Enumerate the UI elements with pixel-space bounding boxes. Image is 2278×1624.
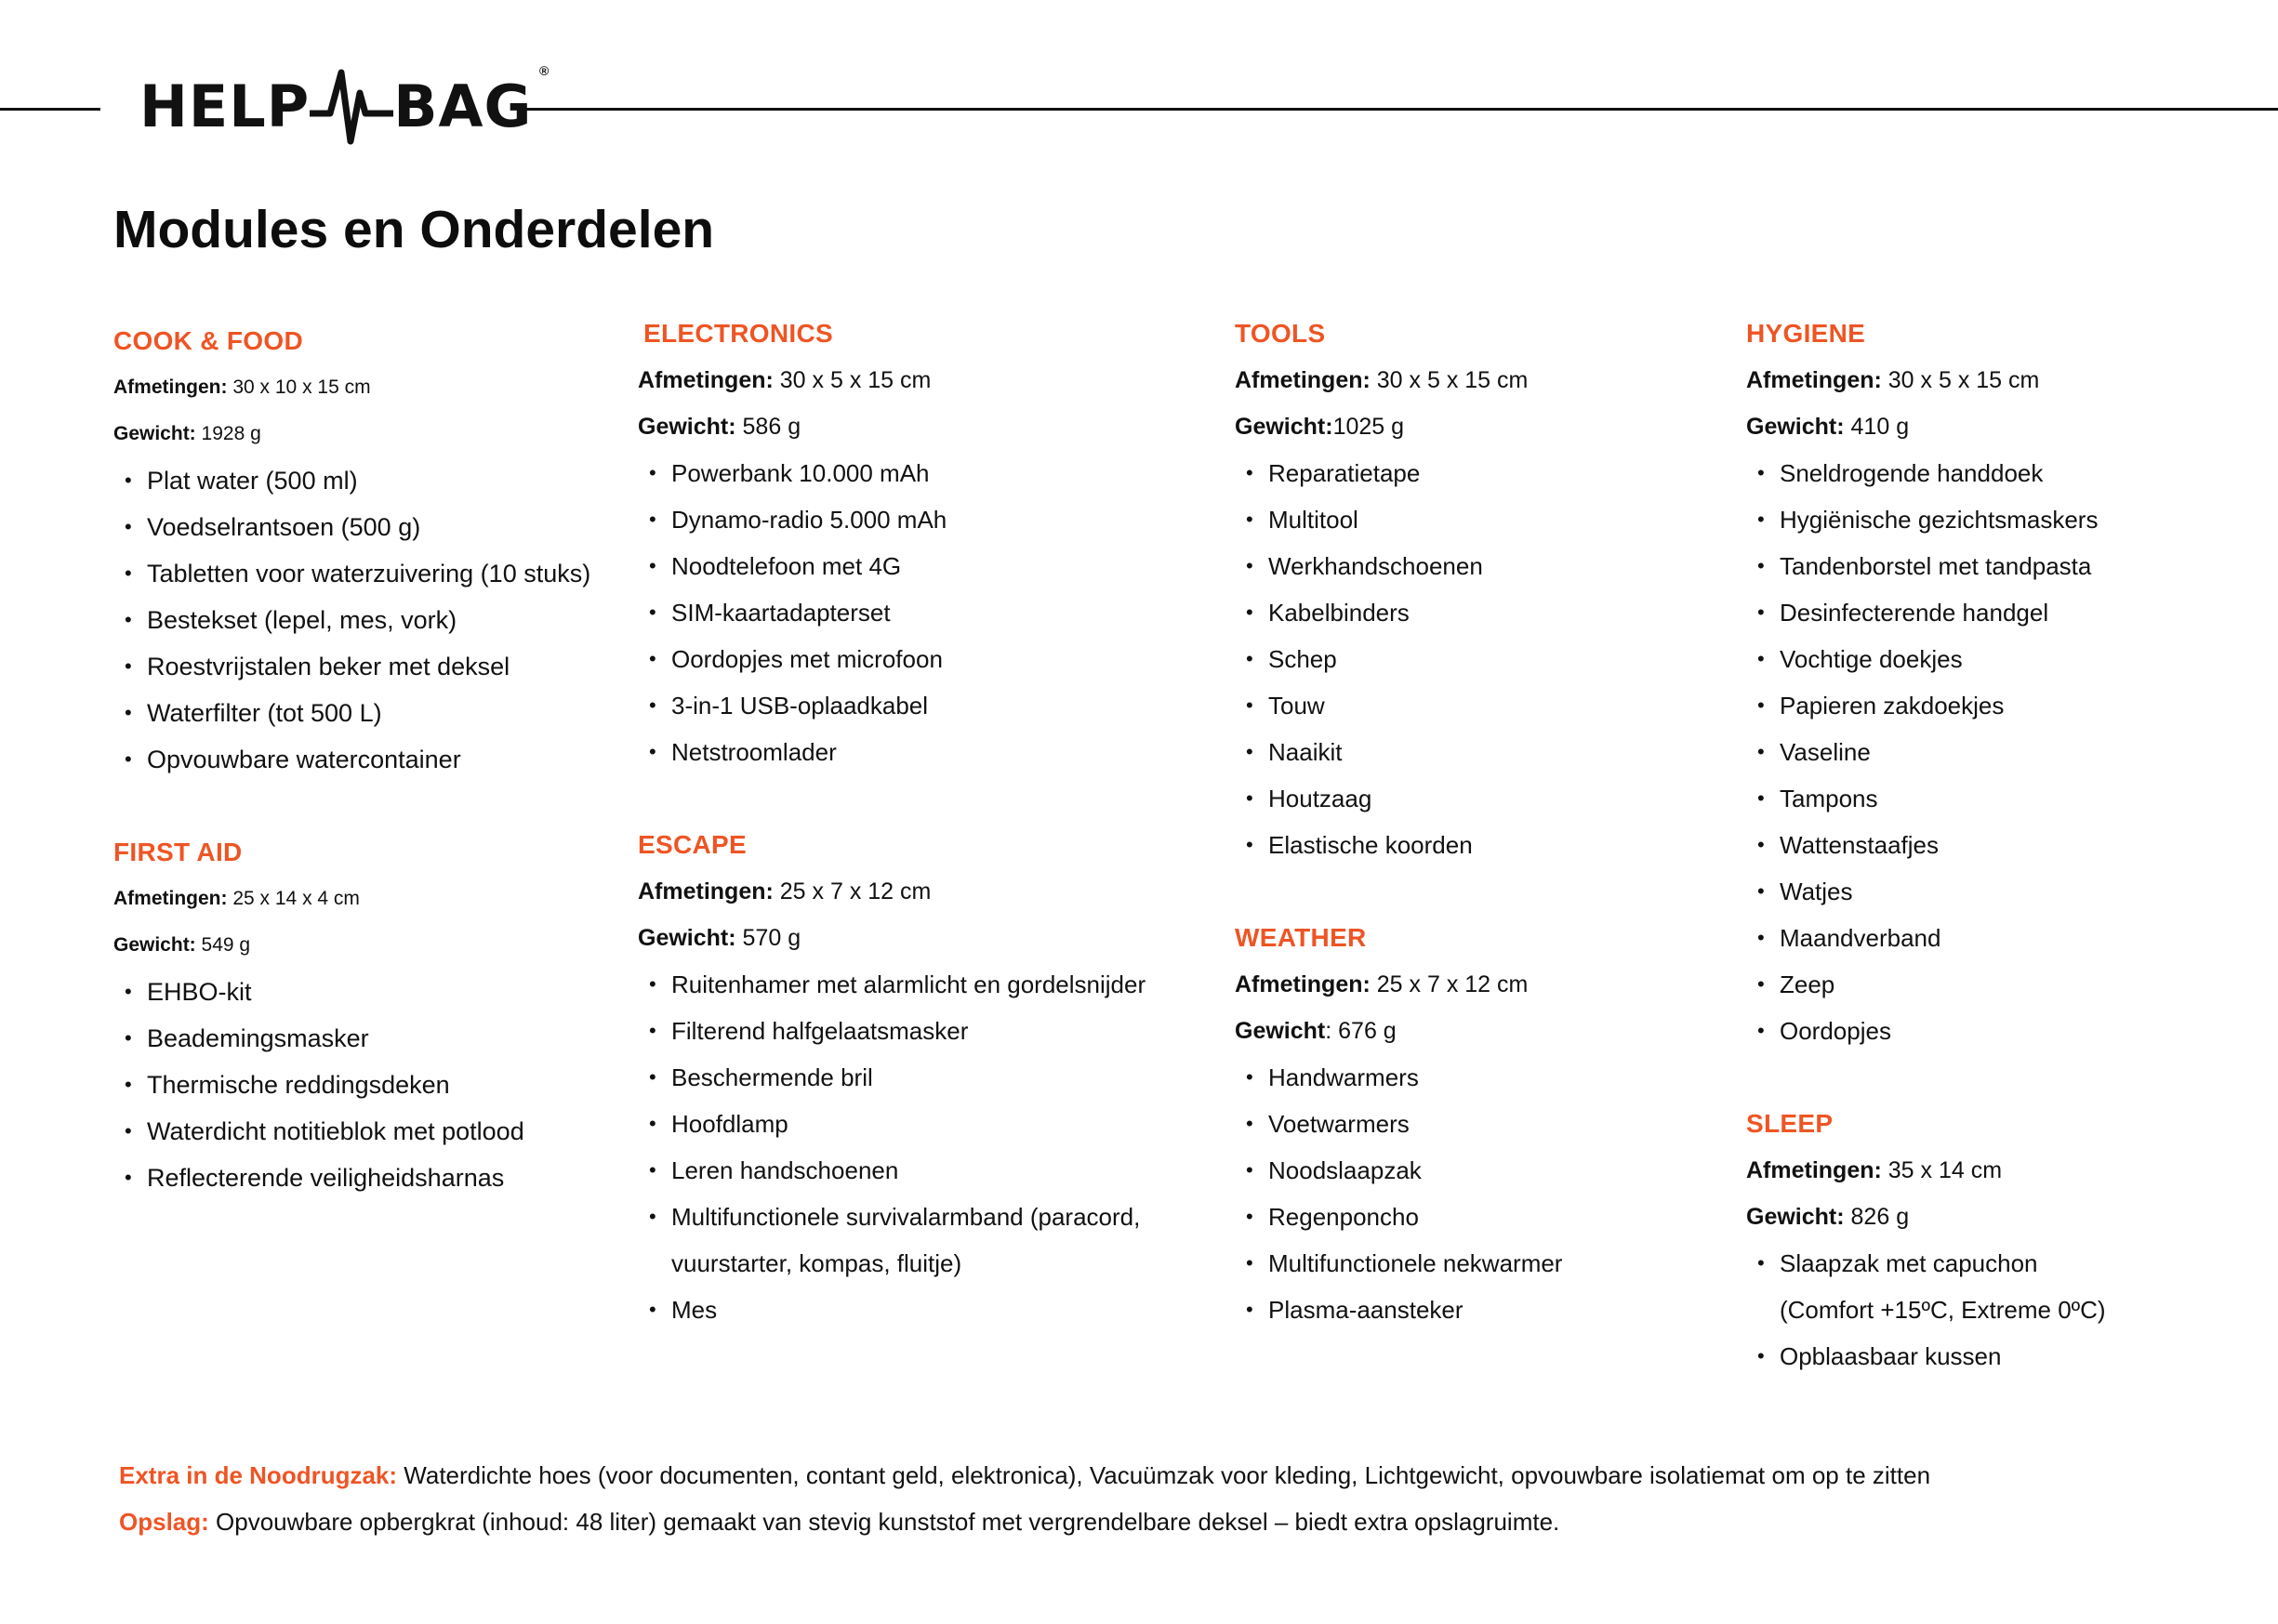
- weight: Gewicht: 549 g: [113, 934, 251, 956]
- list-item: • Oordopjes met microfoon: [638, 636, 947, 682]
- dimensions: Afmetingen: 25 x 14 x 4 cm: [113, 888, 360, 909]
- list-item: • Multitool: [1235, 496, 1528, 543]
- list-item: • 3-in-1 USB-oplaadkabel: [638, 682, 947, 729]
- section-title: COOK & FOOD: [113, 326, 303, 355]
- header-rule-right: [525, 108, 2278, 111]
- logo-word-bag: BAG: [393, 73, 533, 140]
- list-item: • Leren handschoenen: [638, 1147, 1146, 1194]
- list-item: • Opvouwbare watercontainer: [113, 736, 590, 783]
- section-hygiene: [1746, 310, 2098, 1054]
- list-item: • Roestvrijstalen beker met deksel: [113, 643, 590, 690]
- item-list: [113, 457, 590, 783]
- list-item: • Waterdicht notitieblok met potlood: [113, 1108, 524, 1155]
- list-item: • Multifunctionele survivalarmband (paracord, vuurstarter, kompas, fluitje): [638, 1194, 1146, 1287]
- list-item: • Plat water (500 ml): [113, 457, 590, 504]
- dimensions: Afmetingen: 25 x 7 x 12 cm: [1235, 971, 1529, 997]
- weight: Gewicht:1025 g: [1235, 414, 1405, 440]
- list-item: • Thermische reddingsdeken: [113, 1062, 524, 1108]
- list-item: • Houtzaag: [1235, 775, 1528, 822]
- list-item: • Handwarmers: [1235, 1054, 1562, 1101]
- list-item-continuation: vuurstarter, kompas, fluitje): [671, 1249, 962, 1277]
- list-item: • Schep: [1235, 636, 1528, 682]
- list-item: • Reparatietape: [1235, 450, 1528, 496]
- item-list: [1235, 450, 1528, 868]
- list-item: • Beschermende bril: [638, 1054, 1146, 1101]
- item-list: [1235, 1054, 1562, 1333]
- section-sleep: [1746, 1101, 2106, 1380]
- weight: Gewicht: 826 g: [1746, 1204, 1910, 1230]
- list-item: • Dynamo-radio 5.000 mAh: [638, 496, 947, 543]
- list-item: • Beademingsmasker: [113, 1015, 524, 1062]
- item-list: [1746, 1240, 2106, 1380]
- list-item: • Maandverband: [1746, 915, 2098, 961]
- section-title: SLEEP: [1746, 1109, 1834, 1138]
- list-item: • Filterend halfgelaatsmasker: [638, 1008, 1146, 1054]
- list-item: • Desinfecterende handgel: [1746, 589, 2098, 636]
- list-item: • Noodtelefoon met 4G: [638, 543, 947, 589]
- list-item: • Regenponcho: [1235, 1194, 1562, 1240]
- section-title: ESCAPE: [638, 830, 747, 859]
- logo-word-help: HELP: [139, 73, 311, 140]
- list-item: • Opblaasbaar kussen: [1746, 1333, 2106, 1380]
- list-item: • SIM-kaartadapterset: [638, 589, 947, 636]
- list-item: • Oordopjes: [1746, 1008, 2098, 1054]
- section-cook-food: [113, 318, 590, 783]
- list-item: • Netstroomlader: [638, 729, 947, 775]
- weight: Gewicht: 1928 g: [113, 423, 261, 444]
- footer-storage-text: Opvouwbare opbergkrat (inhoud: 48 liter) gemaakt van stevig kunststof met vergrendelbare deksel – biedt extra opslagruimte.: [216, 1508, 1560, 1536]
- weight: Gewicht: 410 g: [1746, 414, 1910, 440]
- item-list: [638, 450, 947, 775]
- dimensions: Afmetingen: 30 x 5 x 15 cm: [638, 367, 932, 393]
- list-item: • Touw: [1235, 682, 1528, 729]
- list-item: • Wattenstaafjes: [1746, 822, 2098, 868]
- list-item: • Naaikit: [1235, 729, 1528, 775]
- list-item: • Sneldrogende handdoek: [1746, 450, 2098, 496]
- footer-extra: [119, 1452, 1930, 1499]
- registered-mark: ®: [539, 63, 550, 78]
- list-item: • Ruitenhamer met alarmlicht en gordelsnijder: [638, 961, 1146, 1008]
- helpbag-logo: [139, 56, 550, 158]
- list-item: • Bestekset (lepel, mes, vork): [113, 597, 590, 643]
- weight: Gewicht: 570 g: [638, 925, 801, 951]
- header-rule-left: [0, 108, 100, 111]
- list-item: • Voedselrantsoen (500 g): [113, 504, 590, 550]
- list-item: • Hygiënische gezichtsmaskers: [1746, 496, 2098, 543]
- list-item: • Watjes: [1746, 868, 2098, 915]
- list-item: • Waterfilter (tot 500 L): [113, 690, 590, 736]
- section-escape: [638, 822, 1146, 1333]
- list-item: • Plasma-aansteker: [1235, 1287, 1562, 1333]
- list-item: • Zeep: [1746, 961, 2098, 1008]
- list-item: • Hoofdlamp: [638, 1101, 1146, 1147]
- section-tools: [1235, 310, 1528, 868]
- heartbeat-icon: [310, 56, 393, 158]
- dimensions: Afmetingen: 30 x 5 x 15 cm: [1746, 367, 2040, 393]
- list-item: • Tabletten voor waterzuivering (10 stuks): [113, 550, 590, 597]
- footer-extra-label: Extra in de Noodrugzak:: [119, 1461, 398, 1489]
- dimensions: Afmetingen: 30 x 5 x 15 cm: [1235, 367, 1529, 393]
- list-item: • Werkhandschoenen: [1235, 543, 1528, 589]
- item-list: [638, 961, 1146, 1333]
- dimensions: Afmetingen: 30 x 10 x 15 cm: [113, 376, 371, 398]
- list-item: • Tampons: [1746, 775, 2098, 822]
- list-item: • Elastische koorden: [1235, 822, 1528, 868]
- section-title: TOOLS: [1235, 319, 1326, 348]
- list-item: • Noodslaapzak: [1235, 1147, 1562, 1194]
- list-item: • EHBO-kit: [113, 969, 524, 1015]
- dimensions: Afmetingen: 35 x 14 cm: [1746, 1157, 2003, 1183]
- list-item: • Voetwarmers: [1235, 1101, 1562, 1147]
- item-list: [113, 969, 524, 1201]
- footer-extra-text: Waterdichte hoes (voor documenten, contant geld, elektronica), Vacuümzak voor kleding, Lichtgewicht, opvouwbare isolatiemat om op te zitten: [404, 1461, 1931, 1489]
- list-item: • Vaseline: [1746, 729, 2098, 775]
- page-title: Modules en Onderdelen: [113, 200, 715, 259]
- dimensions: Afmetingen: 25 x 7 x 12 cm: [638, 878, 932, 904]
- weight: Gewicht: 676 g: [1235, 1018, 1397, 1044]
- list-item: • Multifunctionele nekwarmer: [1235, 1240, 1562, 1287]
- list-item: • Powerbank 10.000 mAh: [638, 450, 947, 496]
- section-first-aid: [113, 829, 524, 1201]
- footer-storage-label: Opslag:: [119, 1508, 209, 1536]
- list-item: • Papieren zakdoekjes: [1746, 682, 2098, 729]
- section-electronics: [638, 310, 947, 775]
- item-list: [1746, 450, 2098, 1054]
- section-title: HYGIENE: [1746, 319, 1866, 348]
- list-item: • Slaapzak met capuchon (Comfort +15ºC, Extreme 0ºC): [1746, 1240, 2106, 1333]
- list-item: • Mes: [638, 1287, 1146, 1333]
- list-item: • Reflecterende veiligheidsharnas: [113, 1155, 524, 1201]
- list-item: • Kabelbinders: [1235, 589, 1528, 636]
- section-title: ELECTRONICS: [643, 319, 833, 348]
- weight: Gewicht: 586 g: [638, 414, 801, 440]
- section-title: WEATHER: [1235, 923, 1367, 952]
- footer-storage: [119, 1499, 1559, 1545]
- list-item-continuation: (Comfort +15ºC, Extreme 0ºC): [1780, 1296, 2106, 1324]
- list-item: • Tandenborstel met tandpasta: [1746, 543, 2098, 589]
- list-item: • Vochtige doekjes: [1746, 636, 2098, 682]
- section-weather: [1235, 915, 1562, 1333]
- section-title: FIRST AID: [113, 838, 243, 866]
